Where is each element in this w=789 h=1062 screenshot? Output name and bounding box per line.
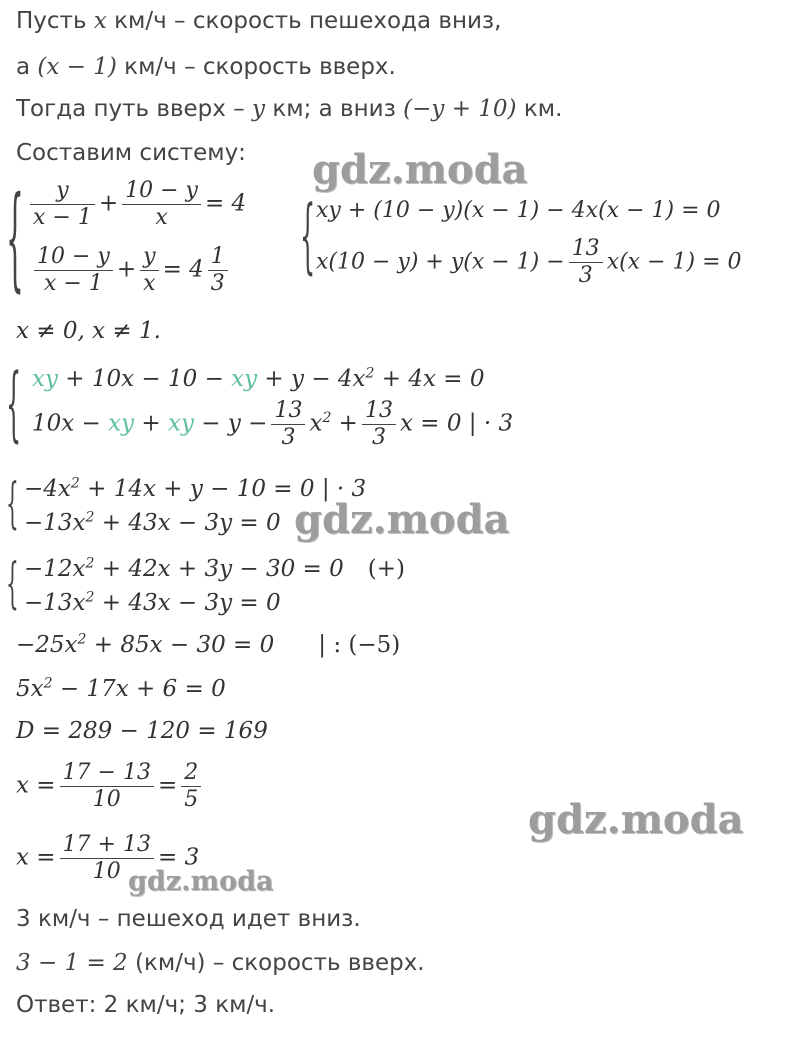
- sum-equation: [16, 630, 400, 660]
- addition-note: (+): [367, 556, 405, 582]
- equation: D = 289 − 120 = 169: [16, 718, 268, 744]
- denominator: x − 1: [44, 271, 103, 296]
- equation: −4x: [24, 476, 71, 502]
- equation: + y − 4x: [257, 366, 366, 392]
- system4-row2: [24, 508, 281, 538]
- intro-text: км.: [516, 96, 563, 122]
- numerator: 13: [362, 398, 396, 425]
- fraction: [122, 178, 201, 231]
- intro-text: км/ч – скорость вверх.: [116, 54, 396, 80]
- fraction: [140, 244, 158, 297]
- outro-text: 3 км/ч – пешеход идет вниз.: [16, 906, 361, 932]
- equation: x(x − 1) = 0: [606, 249, 742, 275]
- equation: − 17x + 6 = 0: [52, 676, 226, 702]
- variable-x: x: [93, 8, 107, 34]
- watermark: gdz.moda: [312, 146, 528, 193]
- equation: x =: [16, 772, 56, 799]
- equation: x(10 − y) + y(x − 1) −: [316, 249, 565, 275]
- system-brace: {: [6, 470, 19, 535]
- operator: +: [116, 256, 137, 283]
- variable-y: y: [252, 96, 266, 122]
- intro-text: а: [16, 54, 38, 80]
- equation-rhs: = 4: [162, 256, 204, 283]
- denominator: x: [155, 205, 168, 230]
- system1-row1: [26, 178, 246, 231]
- reduced-equation: [16, 674, 226, 704]
- intro-text: Составим систему:: [16, 140, 246, 166]
- numerator: 10 − y: [122, 178, 201, 205]
- exponent: 2: [85, 509, 95, 526]
- equation: x =: [16, 844, 56, 871]
- mixed-fraction: [208, 244, 228, 297]
- exponent: 2: [85, 589, 95, 606]
- equation: 5x: [16, 676, 44, 702]
- outro-line-1: [16, 904, 361, 934]
- operator: +: [98, 190, 119, 217]
- denominator: x: [143, 271, 156, 296]
- equation: + 10x − 10 −: [57, 366, 232, 392]
- system2-row2: [316, 236, 742, 289]
- equation: −12x: [24, 556, 86, 582]
- denominator: x − 1: [33, 205, 92, 230]
- equation: −13x: [24, 590, 86, 616]
- exponent: 2: [43, 675, 53, 692]
- numerator: 13: [569, 236, 603, 263]
- fraction: [569, 236, 603, 289]
- equation: x = 0 | · 3: [399, 410, 514, 437]
- exponent: 2: [85, 555, 95, 572]
- watermark: gdz.moda: [128, 866, 274, 897]
- outro-line-2: [16, 948, 425, 978]
- system2-row1: [316, 196, 721, 226]
- watermark: gdz.moda: [528, 796, 744, 843]
- system-brace: {: [6, 356, 22, 452]
- denominator: 3: [210, 271, 225, 296]
- denominator: 10: [92, 787, 121, 812]
- denominator: 3: [371, 425, 386, 450]
- intro-line-3: [16, 94, 562, 124]
- equation: =: [157, 772, 178, 799]
- numerator: 13: [271, 398, 305, 425]
- exponent: 2: [77, 631, 87, 648]
- equation: −25x: [16, 632, 78, 658]
- cancelled-term: xy: [32, 366, 58, 392]
- numerator: 17 − 13: [60, 760, 154, 787]
- fraction: [60, 760, 154, 813]
- domain-line: [16, 316, 161, 346]
- equation: + 43x − 3y = 0: [94, 590, 281, 616]
- watermark: gdz.moda: [294, 496, 510, 543]
- fraction: [34, 244, 113, 297]
- fraction: [30, 178, 95, 231]
- fraction: [362, 398, 396, 451]
- equation: − y −: [193, 410, 268, 437]
- equation: 10x −: [32, 410, 109, 437]
- outro-text: (км/ч) – скорость вверх.: [127, 950, 425, 976]
- equation: + 4x = 0: [374, 366, 485, 392]
- cancelled-term: xy: [168, 410, 194, 437]
- numerator: 10 − y: [34, 244, 113, 271]
- intro-text: км; а вниз: [265, 96, 404, 122]
- system-brace: {: [6, 550, 19, 615]
- intro-text: Пусть: [16, 8, 94, 34]
- answer-text: Ответ: 2 км/ч; 3 км/ч.: [16, 992, 276, 1018]
- equation: xy + (10 − y)(x − 1) − 4x(x − 1) = 0: [316, 198, 721, 223]
- system-brace: {: [300, 188, 316, 284]
- exponent: 2: [70, 475, 80, 492]
- system1-row2: [30, 244, 232, 297]
- system3-row2: [32, 398, 513, 451]
- cancelled-term: xy: [231, 366, 258, 392]
- equation: + 14x + y − 10 = 0 | · 3: [79, 476, 367, 502]
- division-note: | : (−5): [318, 632, 401, 658]
- exponent: 2: [322, 409, 332, 426]
- equation: = 3: [157, 844, 200, 871]
- system-brace: {: [6, 172, 24, 304]
- system5-row2: [24, 588, 281, 618]
- intro-text: Тогда путь вверх –: [16, 96, 253, 122]
- denominator: 10: [92, 859, 121, 884]
- operator: +: [134, 410, 169, 437]
- domain-conditions: x ≠ 0, x ≠ 1.: [16, 318, 161, 344]
- equation: + 43x − 3y = 0: [94, 510, 281, 536]
- equation: 3 − 1 = 2: [16, 950, 128, 976]
- equation: + 42x + 3y − 30 = 0: [94, 556, 344, 582]
- fraction: [271, 398, 305, 451]
- speed-up-expr: (x − 1): [37, 54, 117, 80]
- equation: x: [309, 410, 323, 437]
- equation-rhs: = 4: [204, 190, 247, 217]
- intro-line-2: [16, 52, 396, 82]
- equation: +: [331, 410, 358, 437]
- fraction: [181, 760, 201, 813]
- numerator: 1: [208, 244, 228, 271]
- numerator: 17 + 13: [60, 832, 154, 859]
- numerator: 2: [181, 760, 201, 787]
- denominator: 3: [281, 425, 296, 450]
- numerator: y: [140, 244, 158, 271]
- intro-line-4: [16, 138, 246, 168]
- numerator: y: [30, 178, 95, 205]
- discriminant-line: [16, 716, 268, 746]
- cancelled-term: xy: [108, 410, 135, 437]
- intro-text: км/ч – скорость пешехода вниз,: [106, 8, 502, 34]
- denominator: 3: [578, 263, 593, 288]
- root-1: [16, 760, 205, 813]
- path-down-expr: (−y + 10): [403, 96, 517, 122]
- exponent: 2: [365, 365, 375, 382]
- equation: −13x: [24, 510, 86, 536]
- equation: + 85x − 30 = 0: [86, 632, 275, 658]
- system5-row1: [24, 554, 405, 584]
- answer-line: [16, 990, 275, 1020]
- denominator: 5: [184, 787, 199, 812]
- system3-row1: [32, 364, 484, 394]
- intro-line-1: [16, 6, 501, 36]
